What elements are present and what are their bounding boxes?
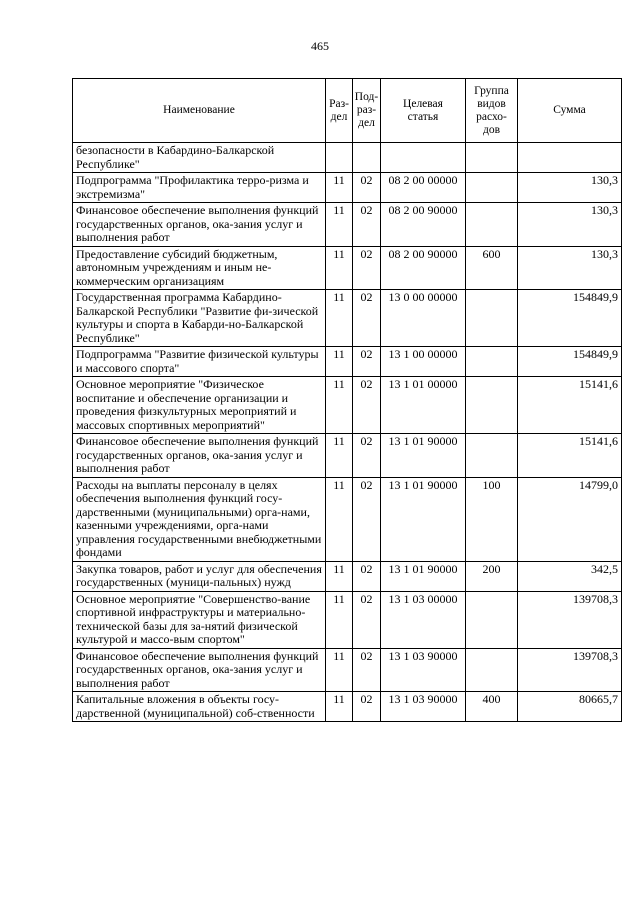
cell-group: [466, 173, 518, 203]
header-subsection-label: Под- раз- дел: [354, 91, 379, 129]
cell-section: [326, 143, 353, 173]
cell-section: 11: [326, 434, 353, 478]
cell-section: 11: [326, 246, 353, 290]
table-row: [73, 377, 622, 434]
cell-group: 100: [466, 477, 518, 561]
table-row: [73, 561, 622, 591]
cell-sum: 154849,9: [518, 290, 622, 347]
cell-sum: 14799,0: [518, 477, 622, 561]
cell-name: Финансовое обеспечение выполнения функций государственных органов, ока-зания услуг и выполнения работ: [73, 648, 326, 692]
table-row: [73, 290, 622, 347]
cell-subsection: 02: [353, 173, 381, 203]
header-target: [381, 79, 466, 143]
table-row: [73, 246, 622, 290]
cell-section: 11: [326, 591, 353, 648]
cell-subsection: 02: [353, 434, 381, 478]
cell-name: Подпрограмма "Профилактика терро-ризма и экстремизма": [73, 173, 326, 203]
table-row: [73, 648, 622, 692]
cell-group: [466, 290, 518, 347]
cell-sum: [518, 143, 622, 173]
cell-group: [466, 591, 518, 648]
cell-sum: 130,3: [518, 203, 622, 247]
cell-subsection: 02: [353, 648, 381, 692]
cell-subsection: 02: [353, 692, 381, 722]
header-group-label: Группа видов расхо- дов: [474, 84, 509, 136]
cell-group: [466, 143, 518, 173]
cell-name: Капитальные вложения в объекты госу-дарственной (муниципальной) соб-ственности: [73, 692, 326, 722]
header-subsection: [353, 79, 381, 143]
cell-section: 11: [326, 377, 353, 434]
cell-section: 11: [326, 203, 353, 247]
cell-sum: 154849,9: [518, 347, 622, 377]
header-target-label: Целевая статья: [403, 97, 443, 123]
cell-name: Основное мероприятие "Физическое воспитание и обеспечение организации и проведения физкультурных мероприятий и массовых спортивных мероприятий": [73, 377, 326, 434]
cell-name: Финансовое обеспечение выполнения функций государственных органов, ока-зания услуг и выполнения работ: [73, 434, 326, 478]
cell-section: 11: [326, 477, 353, 561]
table-row: [73, 143, 622, 173]
cell-sum: 80665,7: [518, 692, 622, 722]
cell-target: 08 2 00 00000: [381, 173, 466, 203]
header-section-label: Раз- дел: [329, 97, 349, 123]
cell-section: 11: [326, 692, 353, 722]
cell-name: Предоставление субсидий бюджетным, автономным учреждениям и иным не-коммерческим организациям: [73, 246, 326, 290]
header-name: [73, 79, 326, 143]
cell-name: Финансовое обеспечение выполнения функций государственных органов, ока-зания услуг и выполнения работ: [73, 203, 326, 247]
cell-sum: 139708,3: [518, 591, 622, 648]
cell-target: 13 1 01 00000: [381, 377, 466, 434]
table-header-row: [73, 79, 622, 143]
cell-subsection: 02: [353, 347, 381, 377]
cell-target: 13 1 01 90000: [381, 561, 466, 591]
cell-sum: 15141,6: [518, 434, 622, 478]
cell-target: 13 1 03 90000: [381, 692, 466, 722]
table-row: [73, 434, 622, 478]
cell-subsection: [353, 143, 381, 173]
cell-sum: 130,3: [518, 246, 622, 290]
cell-group: 600: [466, 246, 518, 290]
cell-section: 11: [326, 648, 353, 692]
cell-target: [381, 143, 466, 173]
cell-target: 13 1 01 90000: [381, 434, 466, 478]
cell-subsection: 02: [353, 377, 381, 434]
cell-sum: 342,5: [518, 561, 622, 591]
header-sum-label: Сумма: [553, 104, 586, 116]
cell-subsection: 02: [353, 290, 381, 347]
cell-subsection: 02: [353, 561, 381, 591]
cell-group: 400: [466, 692, 518, 722]
cell-target: 13 1 00 00000: [381, 347, 466, 377]
cell-target: 13 1 03 90000: [381, 648, 466, 692]
cell-target: 08 2 00 90000: [381, 203, 466, 247]
table-row: [73, 347, 622, 377]
cell-sum: 130,3: [518, 173, 622, 203]
header-group: [466, 79, 518, 143]
cell-section: 11: [326, 561, 353, 591]
table-row: [73, 173, 622, 203]
header-section: [326, 79, 353, 143]
cell-name: Закупка товаров, работ и услуг для обеспечения государственных (муници-пальных) нужд: [73, 561, 326, 591]
table-row: [73, 692, 622, 722]
cell-target: 13 1 03 00000: [381, 591, 466, 648]
table-row: [73, 203, 622, 247]
cell-section: 11: [326, 347, 353, 377]
cell-group: [466, 648, 518, 692]
cell-target: 13 0 00 00000: [381, 290, 466, 347]
table-body: [73, 143, 622, 722]
header-name-label: Наименование: [163, 104, 235, 116]
cell-group: [466, 347, 518, 377]
cell-name: Расходы на выплаты персоналу в целях обеспечения выполнения функций госу-дарственными (муниципальными) орга-нами, казенными учреждениями, орга-нами управления государственными внебюджетными фондами: [73, 477, 326, 561]
cell-section: 11: [326, 173, 353, 203]
cell-group: [466, 203, 518, 247]
table-row: [73, 477, 622, 561]
cell-subsection: 02: [353, 591, 381, 648]
cell-name: безопасности в Кабардино-Балкарской Республике": [73, 143, 326, 173]
cell-sum: 139708,3: [518, 648, 622, 692]
cell-target: 08 2 00 90000: [381, 246, 466, 290]
cell-name: Основное мероприятие "Совершенство-вание спортивной инфраструктуры и материально-технической базы для за-нятий физической культурой и массо-вым спортом": [73, 591, 326, 648]
cell-target: 13 1 01 90000: [381, 477, 466, 561]
cell-group: [466, 377, 518, 434]
cell-name: Государственная программа Кабардино-Балкарской Республики "Развитие фи-зической культуры и спорта в Кабарди-но-Балкарской Республике": [73, 290, 326, 347]
cell-subsection: 02: [353, 246, 381, 290]
cell-name: Подпрограмма "Развитие физической культуры и массового спорта": [73, 347, 326, 377]
budget-table: [72, 78, 622, 722]
header-sum: [518, 79, 622, 143]
page-number: 465: [311, 39, 329, 53]
cell-sum: 15141,6: [518, 377, 622, 434]
cell-group: [466, 434, 518, 478]
cell-subsection: 02: [353, 203, 381, 247]
cell-subsection: 02: [353, 477, 381, 561]
cell-section: 11: [326, 290, 353, 347]
cell-group: 200: [466, 561, 518, 591]
table-row: [73, 591, 622, 648]
